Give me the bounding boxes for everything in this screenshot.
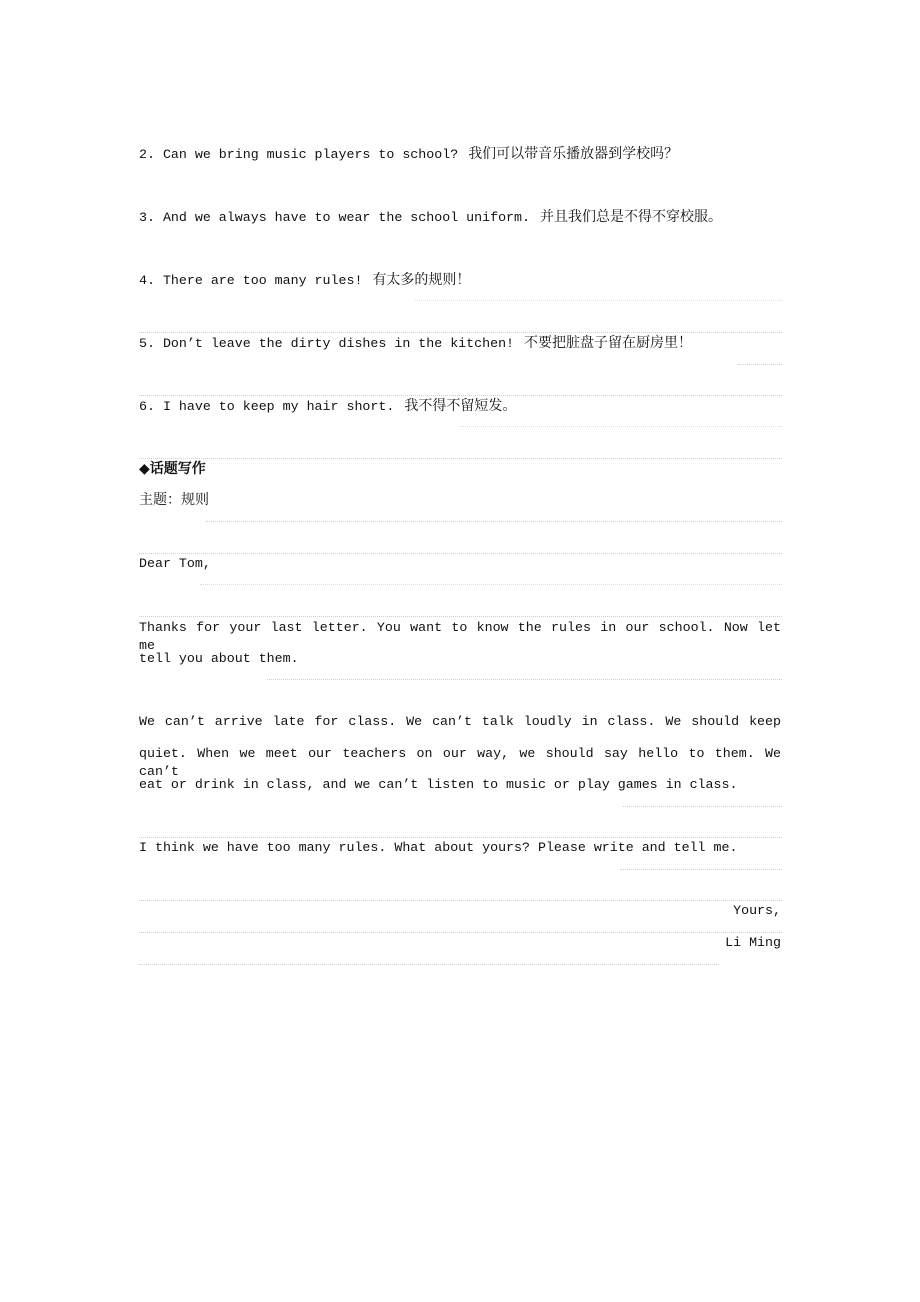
sentence-zh: 我不得不留短发。 xyxy=(404,398,517,414)
letter-para2-line3: eat or drink in class, and we can’t listen to music or play games in class. xyxy=(139,777,738,792)
sentence-zh: 并且我们总是不得不穿校服。 xyxy=(540,209,722,225)
dotted-rule xyxy=(620,869,782,870)
sentence-en: 6. I have to keep my hair short. xyxy=(139,399,395,414)
sentence-en: 5. Don’t leave the dirty dishes in the kitchen! xyxy=(139,336,515,351)
sentence-6 xyxy=(139,397,516,416)
dotted-rule xyxy=(460,426,782,427)
dotted-rule xyxy=(623,806,782,807)
dotted-rule xyxy=(139,395,782,396)
section-heading: ◆话题写作 xyxy=(139,461,206,477)
dotted-rule xyxy=(139,932,782,933)
sentence-en: 3. And we always have to wear the school uniform. xyxy=(139,210,530,225)
letter-para1-line2: tell you about them. xyxy=(139,651,299,666)
dotted-rule xyxy=(139,553,782,554)
sentence-4 xyxy=(139,271,470,290)
sentence-en: 4. There are too many rules! xyxy=(139,273,363,288)
sentence-en: 2. Can we bring music players to school? xyxy=(139,147,459,162)
sentence-3 xyxy=(139,208,722,227)
dotted-rule xyxy=(267,679,782,680)
dotted-rule xyxy=(139,332,782,333)
dotted-rule xyxy=(139,900,782,901)
dotted-rule xyxy=(415,300,782,301)
letter-para2-line1: We can’t arrive late for class. We can’t talk loudly in class. We should keep xyxy=(139,714,781,729)
dotted-rule xyxy=(200,584,782,585)
letter-greeting: Dear Tom, xyxy=(139,556,211,571)
dotted-rule xyxy=(206,521,782,522)
sentence-5 xyxy=(139,334,692,353)
dotted-rule xyxy=(738,364,782,365)
topic-line: 主题：规则 xyxy=(139,492,209,508)
letter-closing: Yours, xyxy=(733,903,781,918)
sentence-2 xyxy=(139,145,678,164)
sentence-zh: 我们可以带音乐播放器到学校吗？ xyxy=(468,146,679,162)
sentence-zh: 不要把脏盘子留在厨房里！ xyxy=(524,335,693,351)
dotted-rule xyxy=(139,964,719,965)
letter-signature: Li Ming xyxy=(725,935,781,950)
letter-para1-line1: Thanks for your last letter. You want to know the rules in our school. Now let me xyxy=(139,620,781,653)
dotted-rule xyxy=(139,837,782,838)
dotted-rule xyxy=(139,458,782,459)
letter-para2-line2: quiet. When we meet our teachers on our way, we should say hello to them. We can’t xyxy=(139,746,781,779)
sentence-zh: 有太多的规则！ xyxy=(372,272,471,288)
dotted-rule xyxy=(139,616,782,617)
letter-para3: I think we have too many rules. What about yours? Please write and tell me. xyxy=(139,840,738,855)
